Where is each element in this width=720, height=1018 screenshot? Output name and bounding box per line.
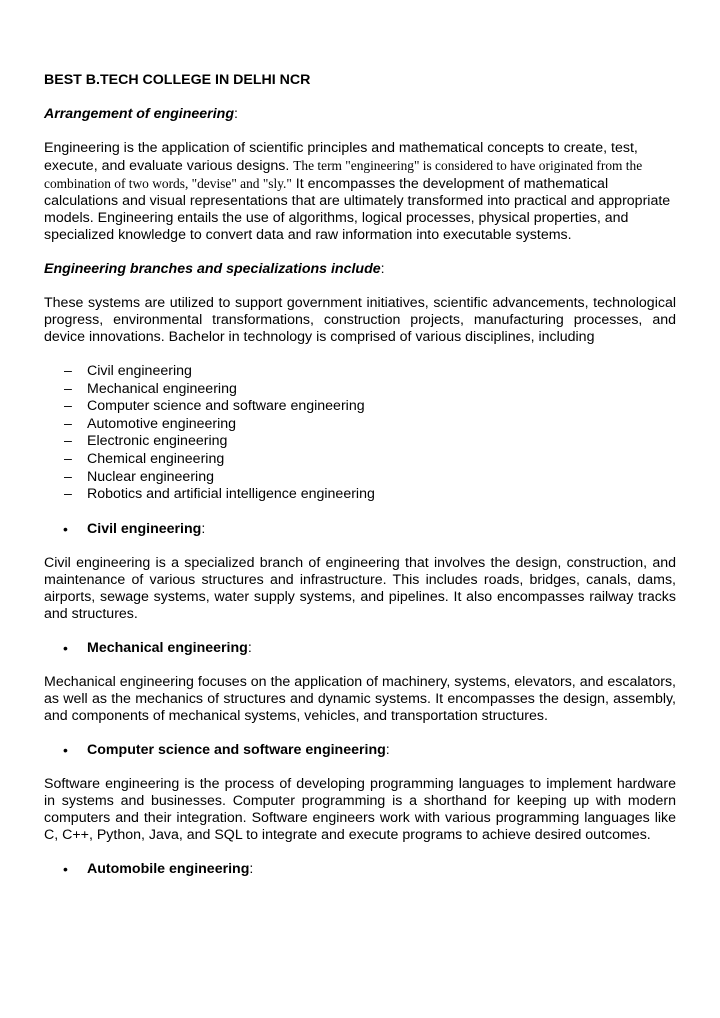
dash-mark: – xyxy=(64,415,72,432)
automobile-heading-text: Automobile engineering xyxy=(87,860,250,877)
automobile-heading xyxy=(44,861,676,878)
list-item xyxy=(44,451,676,469)
list-item-text: Nuclear engineering xyxy=(87,468,214,485)
branches-list xyxy=(44,363,676,504)
dash-mark: – xyxy=(64,398,72,415)
list-item xyxy=(44,433,676,451)
arrangement-text-b: It encompasses the development of mathematical calculations and visual representations that are ultimately transformed into practical and appropriate models. Engineering entails the use of algorithms, logical processes, physical properties, and specialized knowledge to convert data and raw information into executable systems. xyxy=(44,176,671,243)
bullet-mark: • xyxy=(63,639,68,656)
list-item-text: Chemical engineering xyxy=(87,450,225,467)
list-item-text: Electronic engineering xyxy=(87,433,228,450)
dash-mark: – xyxy=(64,450,72,467)
dash-mark: – xyxy=(64,468,72,485)
software-heading-colon: : xyxy=(385,741,390,758)
arrangement-heading-colon: : xyxy=(233,106,238,122)
list-item xyxy=(44,486,676,504)
list-item-text: Mechanical engineering xyxy=(87,380,237,397)
branches-heading-colon: : xyxy=(380,261,385,277)
branches-heading-text: Engineering branches and specializations include xyxy=(44,261,381,277)
mechanical-heading xyxy=(44,640,676,657)
software-heading xyxy=(44,742,676,759)
dash-mark: – xyxy=(64,486,72,503)
software-heading-text: Computer science and software engineering xyxy=(87,741,386,758)
section-heading-branches xyxy=(44,261,676,278)
civil-heading xyxy=(44,521,676,538)
list-item-text: Automotive engineering xyxy=(87,415,237,432)
bullet-mark: • xyxy=(63,741,68,758)
mechanical-heading-text: Mechanical engineering xyxy=(87,639,248,656)
list-item xyxy=(44,363,676,381)
arrangement-heading-text: Arrangement of engineering xyxy=(44,106,234,122)
list-item-text: Civil engineering xyxy=(87,363,192,379)
dash-mark: – xyxy=(64,363,72,379)
mechanical-paragraph: Mechanical engineering focuses on the application of machinery, systems, elevators, and escalators, as well as the mechanics of structures and dynamic systems. It encompasses the design, assembly, and components of mechanical systems, vehicles, and transportation structures. xyxy=(44,673,676,724)
list-item xyxy=(44,469,676,487)
dash-mark: – xyxy=(64,433,72,450)
list-item-text: Computer science and software engineering xyxy=(87,398,365,415)
list-item xyxy=(44,381,676,399)
list-item-text: Robotics and artificial intelligence engineering xyxy=(87,486,375,503)
automobile-heading-colon: : xyxy=(249,860,254,877)
civil-paragraph: Civil engineering is a specialized branch of engineering that involves the design, construction, and maintenance of various structures and infrastructure. This includes roads, bridges, canals, dams, airports, sewage systems, water supply systems, and pipelines. It also encompasses railway tracks and structures. xyxy=(44,554,676,622)
list-item xyxy=(44,398,676,416)
document-title: BEST B.TECH COLLEGE IN DELHI NCR xyxy=(44,72,311,88)
civil-heading-colon: : xyxy=(201,520,206,537)
civil-heading-text: Civil engineering xyxy=(87,520,202,537)
list-item xyxy=(44,416,676,434)
branches-paragraph: These systems are utilized to support government initiatives, scientific advancements, technological progress, environmental transformations, construction projects, manufacturing processes, and device innovations. Bachelor in technology is comprised of various disciplines, including xyxy=(44,295,676,345)
arrangement-text-serif: The term "engineering" is considered to have originated from the combination of two words, "devise" and "sly." xyxy=(44,158,643,191)
arrangement-text-a: Engineering is the application of scientific principles and mathematical concepts to create, test, execute, and evaluate various designs. xyxy=(44,140,638,174)
software-paragraph: Software engineering is the process of developing programming languages to implement hardware in systems and businesses. Computer programming is a shorthand for keeping up with modern computers and their integration. Software engineers work with various programming languages like C, C++, Python, Java, and SQL to integrate and execute programs to achieve desired outcomes. xyxy=(44,775,676,843)
dash-mark: – xyxy=(64,380,72,397)
arrangement-paragraph xyxy=(44,140,676,244)
mechanical-heading-colon: : xyxy=(247,639,252,656)
bullet-mark: • xyxy=(63,520,68,537)
section-heading-arrangement xyxy=(44,106,676,123)
bullet-mark: • xyxy=(63,860,68,877)
